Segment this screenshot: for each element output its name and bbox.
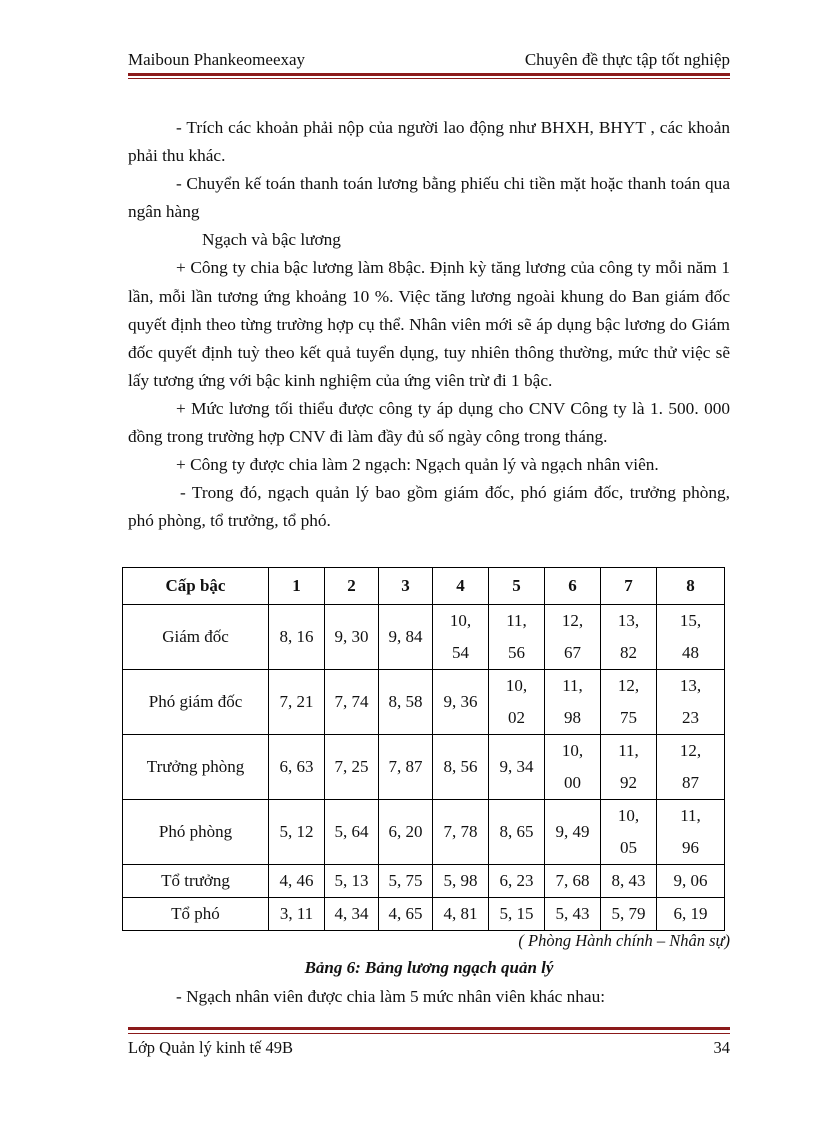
table-cell bbox=[545, 670, 601, 735]
footer-divider-thin bbox=[128, 1033, 730, 1034]
page-header bbox=[128, 50, 730, 70]
cell-value: 10, 00 bbox=[561, 741, 584, 792]
table-header-row bbox=[123, 568, 725, 605]
table-cell bbox=[545, 735, 601, 800]
table-cell: 7, 21 bbox=[269, 670, 325, 735]
table-cell: 3, 11 bbox=[269, 898, 325, 931]
table-cell: 8, 65 bbox=[489, 800, 545, 865]
table-cell: 9, 30 bbox=[325, 605, 379, 670]
row-label: Tổ phó bbox=[123, 898, 269, 931]
table-cell: 6, 63 bbox=[269, 735, 325, 800]
table-cell: 4, 46 bbox=[269, 865, 325, 898]
table-row bbox=[123, 800, 725, 865]
table-row bbox=[123, 865, 725, 898]
cell-value: 12, 67 bbox=[561, 611, 584, 662]
paragraph: - Trong đó, ngạch quản lý bao gồm giám đốc, phó giám đốc, trưởng phòng, phó phòng, tổ trưởng, tổ phó. bbox=[128, 483, 730, 531]
body-text bbox=[128, 114, 730, 535]
table-cell: 9, 36 bbox=[433, 670, 489, 735]
cell-value: 10, 02 bbox=[505, 676, 528, 727]
cell-value: 11, 56 bbox=[506, 611, 527, 662]
table-cell: 8, 16 bbox=[269, 605, 325, 670]
table-cell bbox=[433, 605, 489, 670]
cell-value: 12, 75 bbox=[617, 676, 640, 727]
cell-value: 13, 23 bbox=[679, 676, 702, 727]
table-cell: 7, 68 bbox=[545, 865, 601, 898]
table-cell bbox=[601, 670, 657, 735]
header-divider bbox=[128, 73, 730, 76]
table-cell bbox=[601, 735, 657, 800]
cell-value: 12, 87 bbox=[679, 741, 702, 792]
table-cell: 8, 56 bbox=[433, 735, 489, 800]
salary-table bbox=[122, 567, 725, 931]
paragraph: + Công ty chia bậc lương làm 8bậc. Định kỳ tăng lương của công ty mỗi năm 1 lần, mỗi lần tương ứng khoảng 10 %. Việc tăng lương ngoài khung do Ban giám đốc quyết định theo từng trường hợp cụ thể. Nhân viên mới sẽ áp dụng bậc lương do Giám đốc quyết định tuỳ theo kết quả tuyển dụng, tuy nhiên thông thường, mức thử việc sẽ lấy tương ứng với bậc kinh nghiệm của ứng viên trừ đi 1 bậc. bbox=[128, 258, 730, 390]
table-cell: 5, 79 bbox=[601, 898, 657, 931]
header-cell: 4 bbox=[433, 568, 489, 605]
footer-divider bbox=[128, 1027, 730, 1030]
page-number: 34 bbox=[713, 1038, 730, 1057]
table-row bbox=[123, 735, 725, 800]
cell-value: 15, 48 bbox=[679, 611, 702, 662]
section-heading: Ngạch và bậc lương bbox=[202, 230, 341, 250]
cell-value: 13, 82 bbox=[617, 611, 640, 662]
page-footer bbox=[128, 1038, 730, 1058]
table-cell bbox=[601, 605, 657, 670]
table-cell bbox=[601, 800, 657, 865]
header-cell: 8 bbox=[657, 568, 725, 605]
table-cell: 5, 13 bbox=[325, 865, 379, 898]
table-cell: 6, 20 bbox=[379, 800, 433, 865]
table-cell: 7, 78 bbox=[433, 800, 489, 865]
paragraph: + Mức lương tối thiểu được công ty áp dụng cho CNV Công ty là 1. 500. 000 đồng trong trường hợp CNV đi làm đầy đủ số ngày công trong tháng. bbox=[128, 398, 730, 447]
table-cell bbox=[545, 605, 601, 670]
cell-value: 10, 05 bbox=[617, 806, 640, 857]
table-row bbox=[123, 605, 725, 670]
table-cell: 5, 43 bbox=[545, 898, 601, 931]
table-cell: 4, 81 bbox=[433, 898, 489, 931]
header-cell: 3 bbox=[379, 568, 433, 605]
table-cell: 5, 15 bbox=[489, 898, 545, 931]
table-cell: 5, 75 bbox=[379, 865, 433, 898]
cell-value: 11, 92 bbox=[618, 741, 639, 792]
header-title: Chuyên đề thực tập tốt nghiệp bbox=[524, 50, 730, 69]
table-cell: 6, 19 bbox=[657, 898, 725, 931]
header-cell: 2 bbox=[325, 568, 379, 605]
table-source-note: ( Phòng Hành chính – Nhân sự) bbox=[518, 931, 730, 950]
row-label: Phó phòng bbox=[123, 800, 269, 865]
table-cell: 4, 34 bbox=[325, 898, 379, 931]
header-divider-thin bbox=[128, 78, 730, 79]
table-cell bbox=[657, 800, 725, 865]
table-cell bbox=[657, 670, 725, 735]
table-cell: 8, 43 bbox=[601, 865, 657, 898]
paragraph: - Chuyển kế toán thanh toán lương bằng phiếu chi tiền mặt hoặc thanh toán qua ngân hàng bbox=[128, 174, 730, 222]
table-row bbox=[123, 898, 725, 931]
table-cell: 5, 12 bbox=[269, 800, 325, 865]
table-cell bbox=[489, 605, 545, 670]
row-label: Phó giám đốc bbox=[123, 670, 269, 735]
table-cell: 7, 74 bbox=[325, 670, 379, 735]
paragraph: + Công ty được chia làm 2 ngạch: Ngạch quản lý và ngạch nhân viên. bbox=[176, 455, 659, 475]
paragraph: - Trích các khoản phải nộp của người lao động như BHXH, BHYT , các khoản phải thu khác. bbox=[128, 118, 730, 166]
table-cell: 9, 34 bbox=[489, 735, 545, 800]
row-label: Tổ trưởng bbox=[123, 865, 269, 898]
table-cell: 9, 06 bbox=[657, 865, 725, 898]
header-author: Maiboun Phankeomeexay bbox=[128, 50, 306, 69]
cell-value: 10, 54 bbox=[449, 611, 472, 662]
row-label: Giám đốc bbox=[123, 605, 269, 670]
table-cell: 7, 25 bbox=[325, 735, 379, 800]
table-cell: 6, 23 bbox=[489, 865, 545, 898]
table-cell: 5, 98 bbox=[433, 865, 489, 898]
header-cell: 1 bbox=[269, 568, 325, 605]
table-cell bbox=[657, 605, 725, 670]
paragraph: - Ngạch nhân viên được chia làm 5 mức nhân viên khác nhau: bbox=[176, 987, 606, 1006]
header-cell: 7 bbox=[601, 568, 657, 605]
header-cell: 5 bbox=[489, 568, 545, 605]
header-cell: Cấp bậc bbox=[123, 568, 269, 605]
table-cell: 4, 65 bbox=[379, 898, 433, 931]
table-cell: 9, 84 bbox=[379, 605, 433, 670]
table-cell: 8, 58 bbox=[379, 670, 433, 735]
table-cell: 5, 64 bbox=[325, 800, 379, 865]
cell-value: 11, 98 bbox=[562, 676, 583, 727]
table-caption: Bảng 6: Bảng lương ngạch quản lý bbox=[304, 958, 554, 977]
table-cell bbox=[489, 670, 545, 735]
table-cell bbox=[657, 735, 725, 800]
table-cell: 9, 49 bbox=[545, 800, 601, 865]
header-cell: 6 bbox=[545, 568, 601, 605]
cell-value: 11, 96 bbox=[680, 806, 701, 857]
table-cell: 7, 87 bbox=[379, 735, 433, 800]
row-label: Trưởng phòng bbox=[123, 735, 269, 800]
table-row bbox=[123, 670, 725, 735]
footer-class-name: Lớp Quản lý kinh tế 49B bbox=[128, 1038, 293, 1057]
